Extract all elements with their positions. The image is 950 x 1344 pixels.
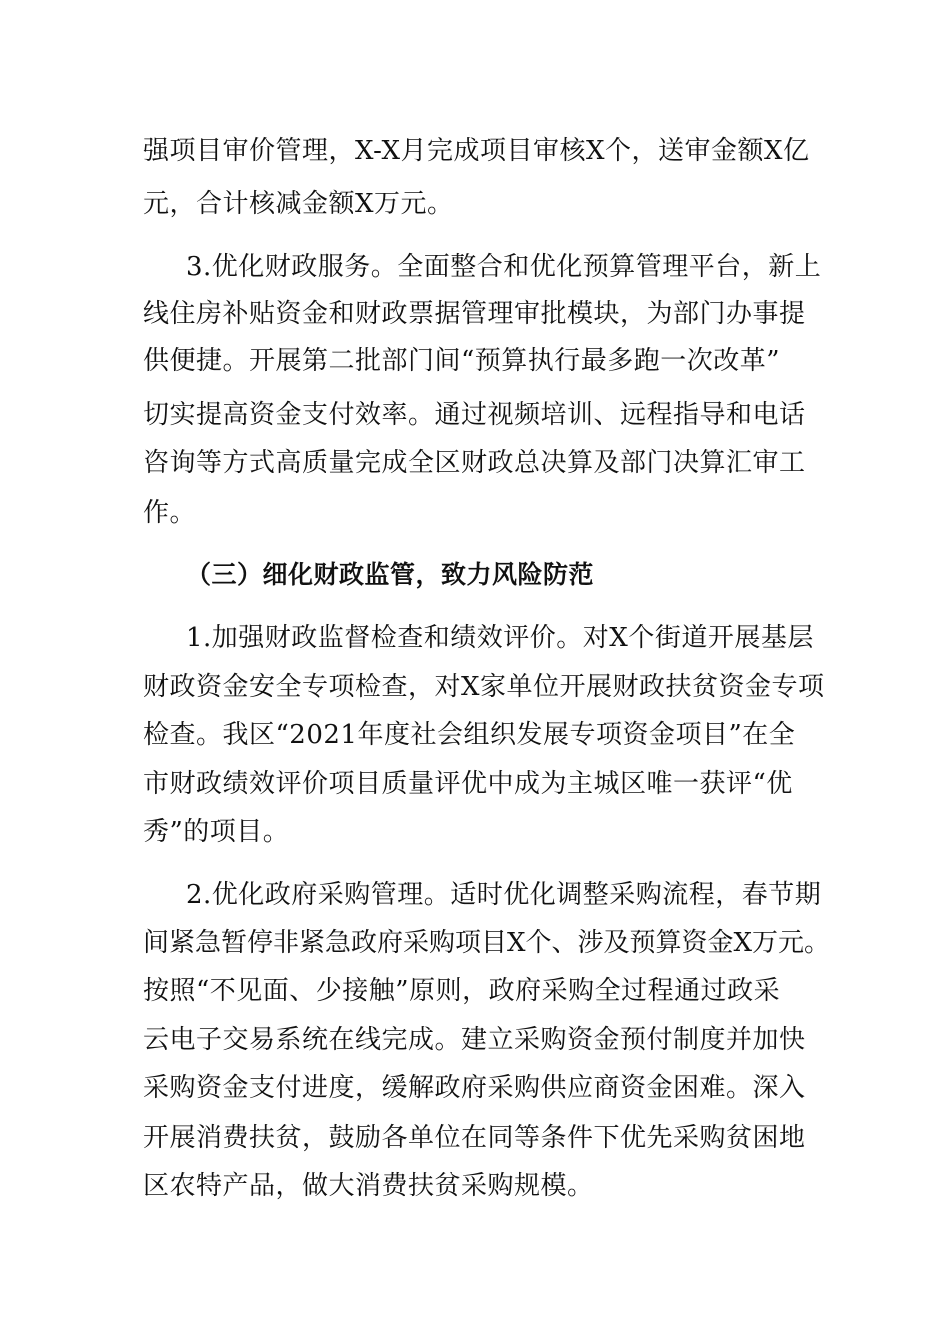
- paragraph-2-line-5: 咨询等方式高质量完成全区财政总决算及部门决算汇审工: [143, 448, 806, 478]
- section-heading: （三）细化财政监管，致力风险防范: [186, 560, 595, 589]
- paragraph-4-line-6: 开展消费扶贫，鼓励各单位在同等条件下优先采购贫困地: [143, 1123, 806, 1153]
- paragraph-4-line-7: 区农特产品，做大消费扶贫采购规模。: [143, 1171, 594, 1201]
- paragraph-4-line-5: 采购资金支付进度，缓解政府采购供应商资金困难。深入: [143, 1073, 806, 1103]
- paragraph-2-line-1: 3.优化财政服务。全面整合和优化预算管理平台，新上: [186, 252, 822, 282]
- paragraph-3-line-3: 检查。我区“2021年度社会组织发展专项资金项目”在全: [143, 720, 796, 750]
- paragraph-4-line-1: 2.优化政府采购管理。适时优化调整采购流程，春节期: [186, 880, 822, 910]
- paragraph-2-line-3: 供便捷。开展第二批部门间“预算执行最多跑一次改革”: [143, 346, 781, 376]
- paragraph-3-line-1: 1.加强财政监督检查和绩效评价。对X个街道开展基层: [186, 623, 814, 653]
- paragraph-3-line-4: 市财政绩效评价项目质量评优中成为主城区唯一获评“优: [143, 769, 793, 799]
- paragraph-4-line-4: 云电子交易系统在线完成。建立采购资金预付制度并加快: [143, 1025, 806, 1055]
- paragraph-4-line-3: 按照“不见面、少接触”原则，政府采购全过程通过政采: [143, 976, 781, 1006]
- paragraph-1-line-1: 强项目审价管理，X-X月完成项目审核X个，送审金额X亿: [143, 136, 810, 166]
- paragraph-2-line-6: 作。: [143, 498, 197, 528]
- paragraph-2-line-4: 切实提高资金支付效率。通过视频培训、远程指导和电话: [143, 400, 806, 430]
- paragraph-1-line-2: 元，合计核减金额X万元。: [143, 189, 454, 219]
- paragraph-3-line-2: 财政资金安全专项检查，对X家单位开展财政扶贫资金专项: [143, 672, 825, 702]
- paragraph-2-line-2: 线住房补贴资金和财政票据管理审批模块，为部门办事提: [143, 299, 806, 329]
- paragraph-4-line-2: 间紧急暂停非紧急政府采购项目X个、涉及预算资金X万元。: [143, 928, 831, 958]
- paragraph-3-line-5: 秀”的项目。: [143, 817, 290, 847]
